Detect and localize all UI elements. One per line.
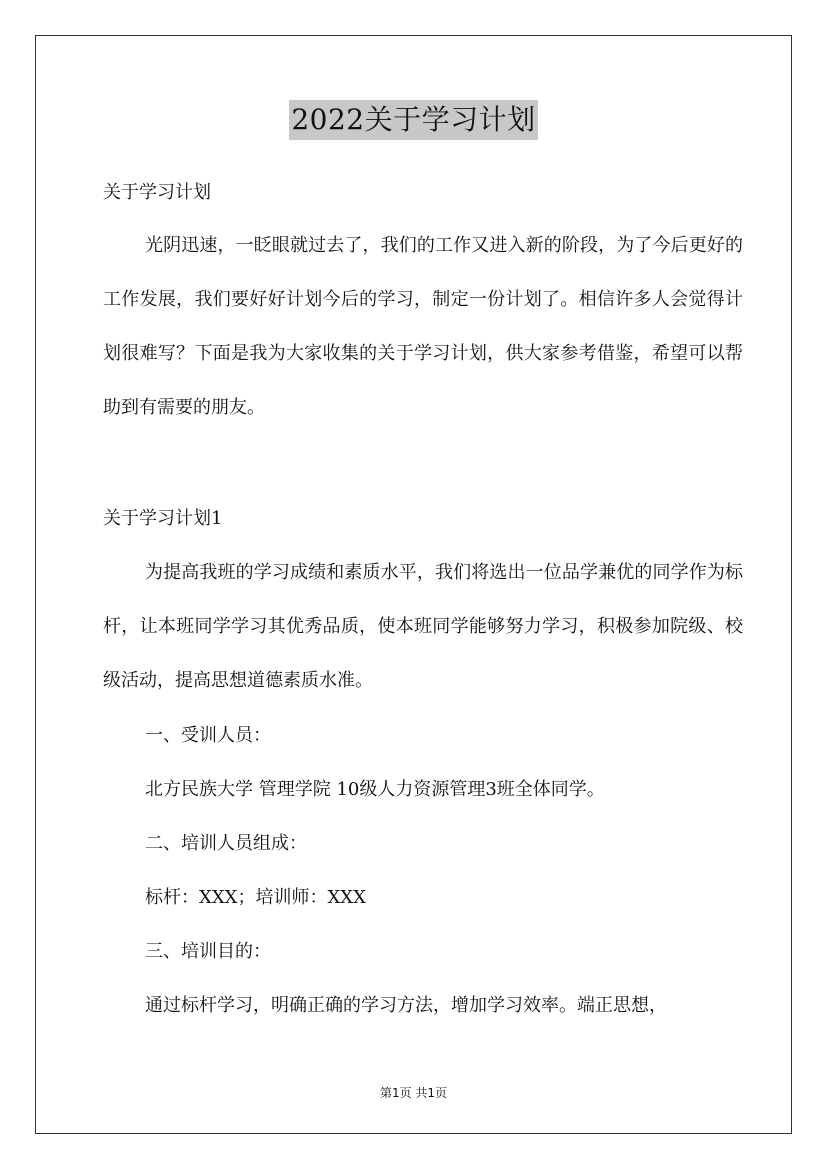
page-footer: 第1页 共1页 bbox=[379, 1086, 448, 1100]
item2-heading: 二、培训人员组成： bbox=[145, 833, 307, 854]
section1-paragraph-block bbox=[103, 546, 743, 708]
section1-paragraph: 为提高我班的学习成绩和素质水平，我们将选出一位品学兼优的同学作为标杆，让本班同学学习其优秀品质，使本班同学能够努力学习，积极参加院级、校级活动，提高思想道德素质水准。 bbox=[103, 562, 743, 691]
section1-heading: 关于学习计划1 bbox=[103, 508, 223, 529]
intro-paragraph-block bbox=[103, 219, 743, 435]
intro-heading: 关于学习计划 bbox=[103, 182, 211, 203]
intro-paragraph: 光阴迅速，一眨眼就过去了，我们的工作又进入新的阶段，为了今后更好的工作发展，我们要好好计划今后的学习，制定一份计划了。相信许多人会觉得计划很难写？下面是我为大家收集的关于学习计划，供大家参考借鉴，希望可以帮助到有需要的朋友。 bbox=[103, 235, 743, 418]
item1-heading: 一、受训人员： bbox=[145, 725, 271, 746]
document-title: 2022关于学习计划 bbox=[289, 100, 537, 140]
item3-text: 通过标杆学习，明确正确的学习方法，增加学习效率。端正思想， bbox=[145, 995, 667, 1016]
title-wrap bbox=[0, 100, 827, 140]
item2-text: 标杆：XXX；培训师：XXX bbox=[145, 887, 366, 908]
item3-heading: 三、培训目的： bbox=[145, 941, 271, 962]
item1-text: 北方民族大学 管理学院 10级人力资源管理3班全体同学。 bbox=[145, 779, 605, 800]
